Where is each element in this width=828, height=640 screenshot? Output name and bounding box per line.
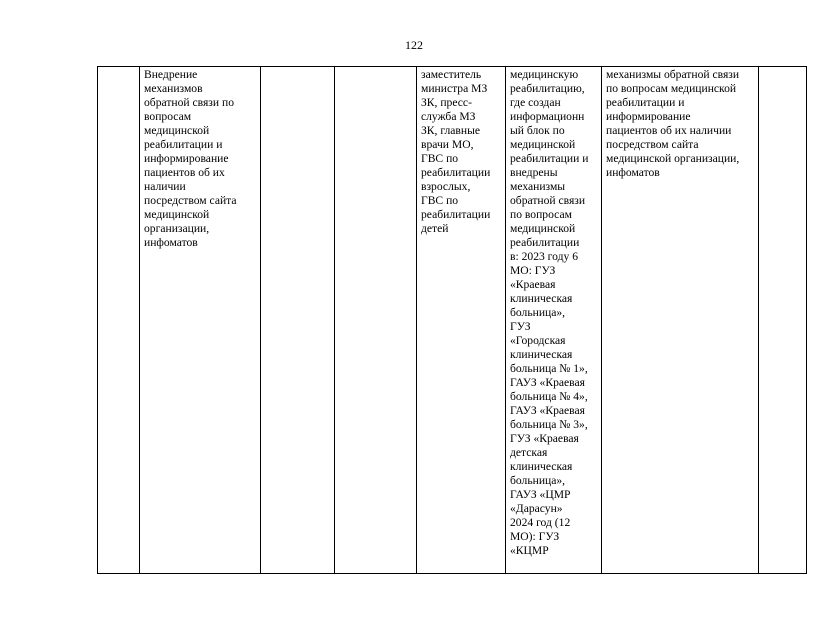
table-cell-end-date xyxy=(335,67,417,574)
table-cell-result xyxy=(506,67,602,574)
table-cell-measure xyxy=(140,67,261,574)
table-cell-notes xyxy=(759,67,807,574)
page-number: 122 xyxy=(405,38,423,52)
table-cell-number xyxy=(98,67,140,574)
table-cell-start-date xyxy=(261,67,335,574)
cell-text: заместитель министра МЗ ЗК, пресс- служба МЗ ЗК, главные врачи МО, ГВС по реабилитации взрослых, ГВС по реабилитации детей xyxy=(421,68,491,235)
table-cell-responsible xyxy=(417,67,506,574)
cell-text: медицинскую реабилитацию, где создан информационн ый блок по медицинской реабилитации и внедрены механизмы обратной связи по вопросам медицинской реабилитации в: 2023 году 6 МО: ГУЗ «Краевая клиническая больница», ГУЗ «Городская клиническая больница № 1», ГАУЗ «Краевая больница № 4», ГАУЗ «Краевая больница № 3», ГУЗ «Краевая детская клиническая больница», ГАУЗ «ЦМР «Дарасун» 2024 год (12 МО): ГУЗ «КЦМР xyxy=(510,68,589,557)
document-table xyxy=(97,66,807,574)
table-row xyxy=(98,67,807,574)
cell-text: механизмы обратной связи по вопросам медицинской реабилитации и информирование пациентов об их наличии посредством сайта медицинской организации, инфоматов xyxy=(606,68,740,179)
table-cell-indicator xyxy=(602,67,759,574)
cell-text: Внедрение механизмов обратной связи по вопросам медицинской реабилитации и информирование пациентов об их наличии посредством сайта медицинской организации, инфоматов xyxy=(144,68,237,249)
